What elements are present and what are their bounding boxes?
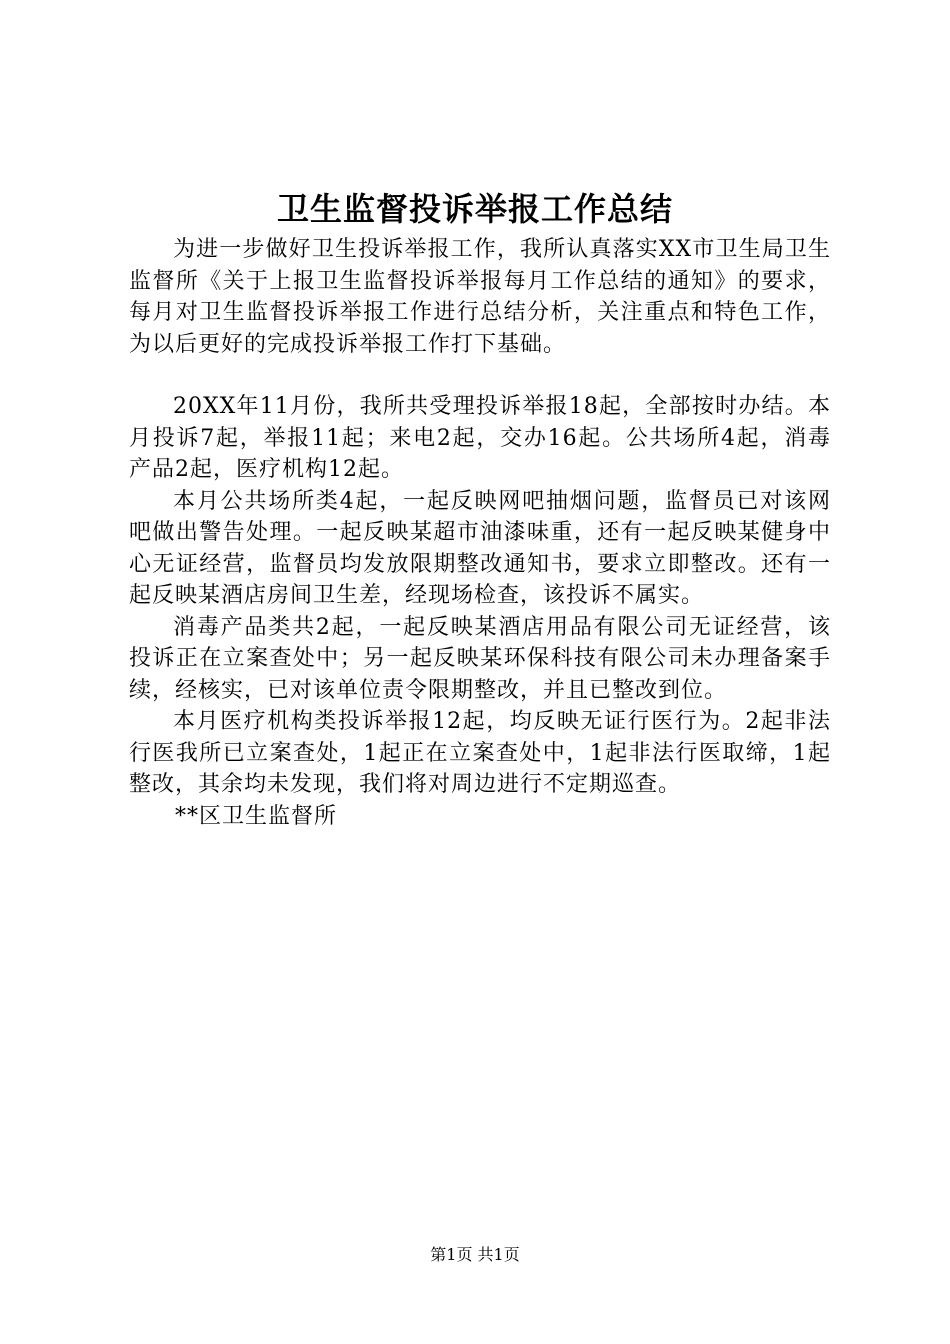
document-title: 卫生监督投诉举报工作总结	[276, 190, 673, 228]
paragraph-public-places: 本月公共场所类4起，一起反映网吧抽烟问题，监督员已对该网吧做出警告处理。一起反映某超市油漆味重，还有一起反映某健身中心无证经营，监督员均发放限期整改通知书，要求立即整改。还有一起反映某酒店房间卫生差，经现场检查，该投诉不属实。	[129, 488, 831, 608]
paragraph-intro: 为进一步做好卫生投诉举报工作，我所认真落实XX市卫生局卫生监督所《关于上报卫生监督投诉举报每月工作总结的通知》的要求，每月对卫生监督投诉举报工作进行总结分析，关注重点和特色工作，为以后更好的完成投诉举报工作打下基础。	[129, 237, 831, 357]
signature: **区卫生监督所	[175, 803, 338, 829]
page-number-footer: 第1页 共1页	[430, 1245, 520, 1264]
paragraph-disinfection-products: 消毒产品类共2起，一起反映某酒店用品有限公司无证经营，该投诉正在立案查处中；另一起反映某环保科技有限公司未办理备案手续，经核实，已对该单位责令限期整改，并且已整改到位。	[129, 614, 831, 703]
paragraph-summary: 20XX年11月份，我所共受理投诉举报18起，全部按时办结。本月投诉7起，举报11起；来电2起，交办16起。公共场所4起，消毒产品2起，医疗机构12起。	[129, 394, 831, 482]
paragraph-medical-institutions: 本月医疗机构类投诉举报12起，均反映无证行医行为。2起非法行医我所已立案查处，1起正在立案查处中，1起非法行医取缔，1起整改，其余均未发现，我们将对周边进行不定期巡查。	[129, 709, 831, 797]
document-body	[129, 234, 831, 832]
